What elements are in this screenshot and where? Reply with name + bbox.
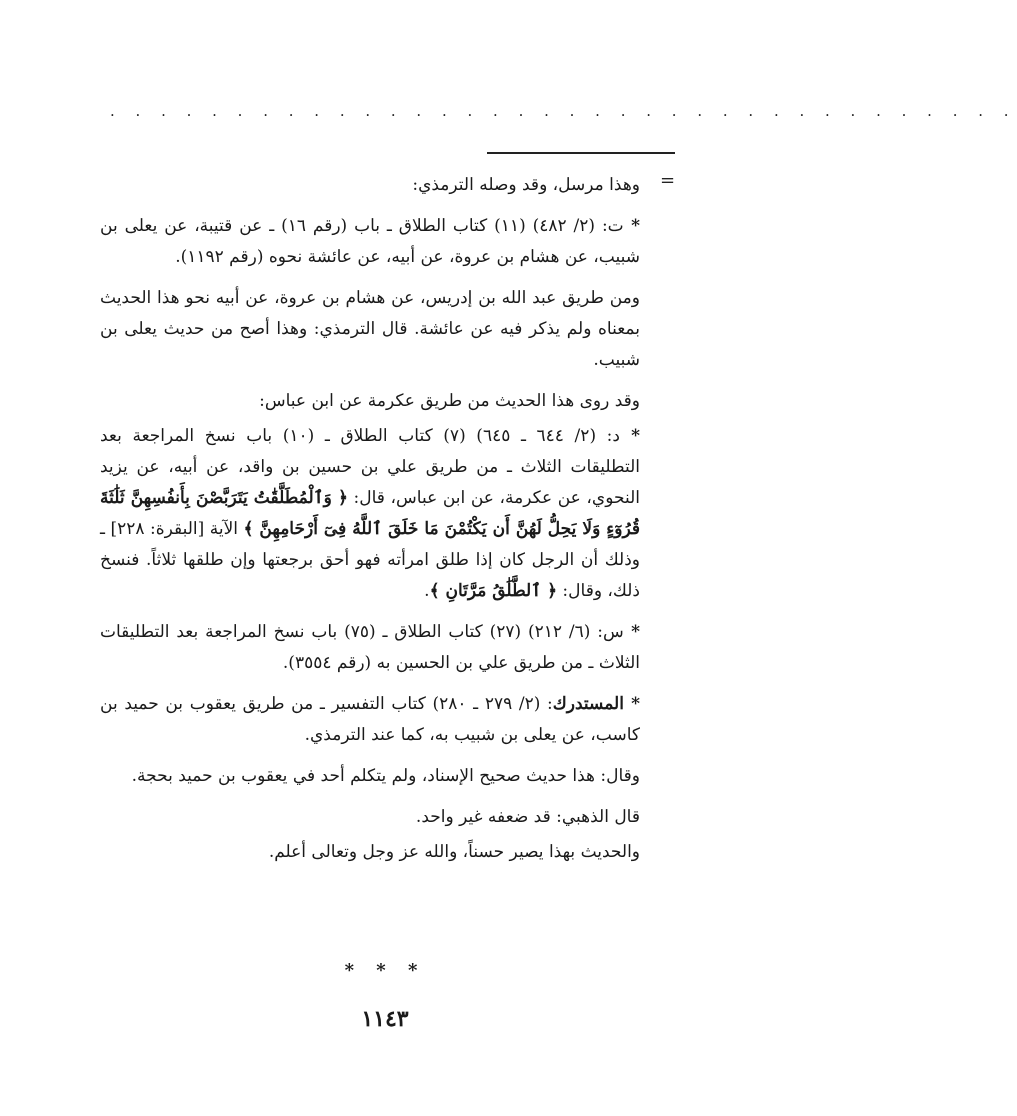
- dotted-separator: · · · · · · · · · · · · · · · · · · · · · · · · · · · · · · · · · · · ·: [110, 106, 1017, 124]
- paragraph-mustadrak: [100, 689, 640, 751]
- footnote-rule: [487, 152, 675, 154]
- paragraph-abu-dawud: [100, 421, 640, 607]
- footnote-body: [100, 170, 640, 878]
- paragraph-text: وهذا مرسل، وقد وصله الترمذي:: [412, 175, 640, 195]
- paragraph-text: وقال: هذا حديث صحيح الإسناد، ولم يتكلم أحد في يعقوب بن حميد بحجة.: [131, 766, 640, 786]
- paragraph-mursal: [100, 170, 640, 201]
- paragraph-text: : (٢/ ٢٧٩ ـ ٢٨٠) كتاب التفسير ـ من طريق يعقوب بن حميد بن كاسب، عن يعلى بن شبيب به، كما عند الترمذي.: [100, 694, 640, 745]
- star-marker: *: [619, 426, 640, 446]
- paragraph-text: وقد روى هذا الحديث من طريق عكرمة عن ابن عباس:: [259, 391, 640, 411]
- paragraph-text: س: (٦/ ٢١٢) (٢٧) كتاب الطلاق ـ (٧٥) باب نسخ المراجعة بعد التطليقات الثلاث ـ من طريق علي بن الحسين به (رقم ٣٥٥٤).: [100, 622, 640, 673]
- paragraph-text: والحديث بهذا يصير حسناً، والله عز وجل وتعالى أعلم.: [268, 842, 640, 862]
- paragraph-hakim-comment: [100, 761, 640, 792]
- abu-dawud-text-middle: الآية [البقرة: ٢٢٨] ـ وذلك أن الرجل كان إذا طلق امرأته فهو أحق برجعتها وإن طلقها ثلاثاً. فنسخ ذلك، وقال:: [100, 519, 640, 601]
- star-marker: *: [623, 694, 641, 714]
- mustadrak-label: المستدرك: [552, 694, 624, 714]
- paragraph-text: ومن طريق عبد الله بن إدريس، عن هشام بن عروة، عن أبيه نحو هذا الحديث بمعناه ولم يذكر فيه عن عائشة. قال الترمذي: وهذا أصح من حديث يعلى بن شبيب.: [100, 288, 640, 370]
- abu-dawud-text-before: د: (٢/ ٦٤٤ ـ ٦٤٥) (٧) كتاب الطلاق ـ (١٠) باب نسخ المراجعة بعد التطليقات الثلاث ـ من طريق علي بن حسين بن واقد، عن أبيه، عن يزيد النحوي، عن عكرمة، عن ابن عباس، قال:: [100, 426, 641, 508]
- abu-dawud-text-end: .: [424, 581, 430, 601]
- continuation-mark: =: [660, 170, 676, 191]
- paragraph-conclusion: [100, 837, 640, 868]
- quran-verse-1: ﴿ وَٱلْمُطَلَّقَٰتُ يَتَرَبَّصْنَ بِأَنفُسِهِنَّ ثَلَٰثَةَ قُرُوٓءٍ وَلَا يَحِلُّ لَهُنَّ أَن يَكْتُمْنَ مَا خَلَقَ ٱللَّهُ فِىٓ أَرْحَامِهِنَّ ﴾: [100, 488, 640, 539]
- section-separator-stars: * * *: [344, 960, 426, 981]
- page-number: ١١٤٣: [361, 1006, 409, 1032]
- paragraph-dhahabi: [100, 802, 640, 833]
- paragraph-ikrimah: [100, 386, 640, 417]
- quran-verse-2: ﴿ ٱلطَّلَٰقُ مَرَّتَانِ ﴾: [429, 581, 558, 601]
- star-marker: *: [623, 622, 640, 642]
- paragraph-text: ت: (٢/ ٤٨٢) (١١) كتاب الطلاق ـ باب (رقم ١٦) ـ عن قتيبة، عن يعلى بن شبيب، عن هشام بن عروة، عن أبيه، عن عائشة نحوه (رقم ١١٩٢).: [100, 216, 640, 267]
- paragraph-tirmidhi: [100, 211, 640, 273]
- paragraph-nasai: [100, 617, 640, 679]
- star-marker: *: [623, 216, 640, 236]
- paragraph-ibn-idris: [100, 283, 640, 376]
- paragraph-text: قال الذهبي: قد ضعفه غير واحد.: [415, 807, 640, 827]
